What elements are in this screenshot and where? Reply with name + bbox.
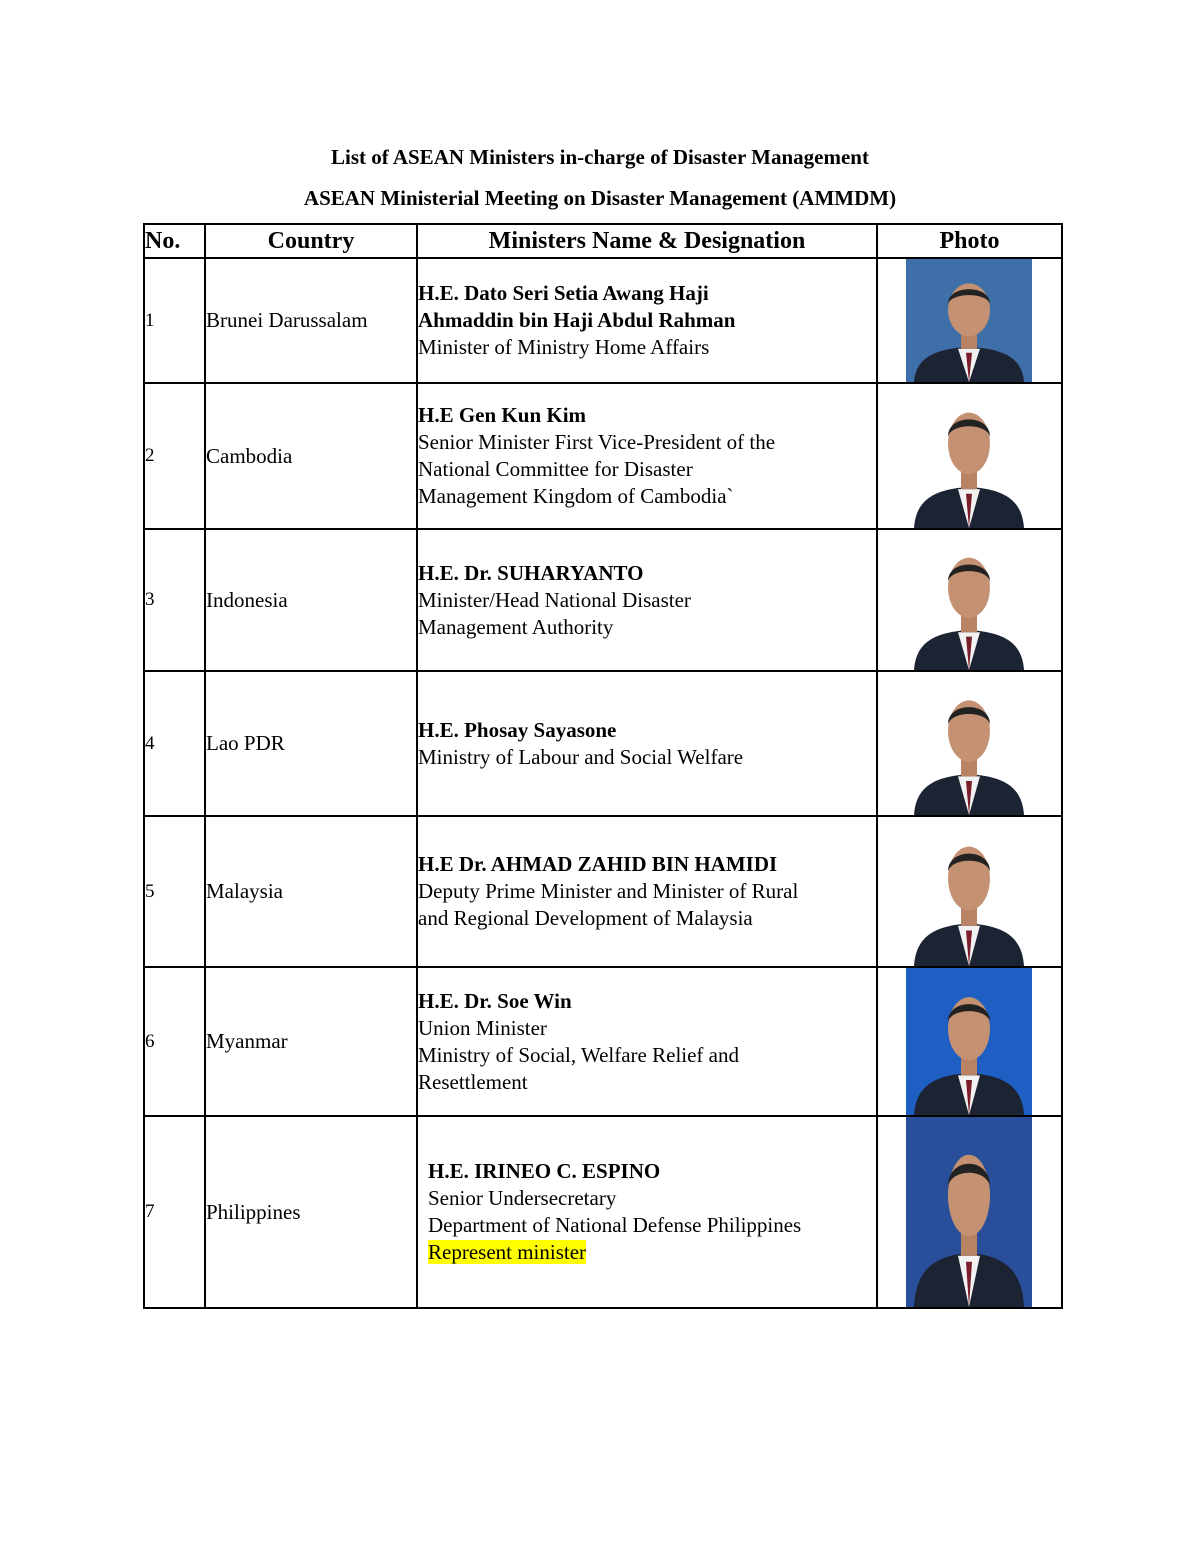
minister-portrait bbox=[906, 817, 1032, 966]
table-row bbox=[144, 529, 1062, 671]
row-country: Lao PDR bbox=[205, 671, 417, 816]
minister-name: H.E. Dato Seri Setia Awang Haji bbox=[418, 281, 709, 305]
header-minister: Ministers Name & Designation bbox=[417, 224, 877, 258]
row-country: Malaysia bbox=[205, 816, 417, 967]
minister-designation: Management Authority bbox=[418, 614, 614, 639]
row-number: 5 bbox=[144, 816, 205, 967]
minister-designation: Ministry of Social, Welfare Relief and bbox=[418, 1042, 739, 1067]
portrait-silhouette bbox=[906, 384, 1032, 528]
table-row bbox=[144, 383, 1062, 529]
minister-name: H.E Dr. AHMAD ZAHID BIN HAMIDI bbox=[418, 852, 778, 876]
row-photo bbox=[877, 671, 1062, 816]
highlighted-note: Represent minister bbox=[428, 1240, 587, 1264]
document-subtitle: ASEAN Ministerial Meeting on Disaster Management (AMMDM) bbox=[303, 186, 897, 210]
minister-portrait bbox=[906, 672, 1032, 815]
minister-designation: Union Minister bbox=[418, 1015, 547, 1040]
minister-portrait bbox=[906, 530, 1032, 670]
minister-portrait bbox=[906, 259, 1032, 382]
row-country: Myanmar bbox=[205, 967, 417, 1116]
minister-designation: Senior Minister First Vice-President of the bbox=[418, 430, 776, 454]
table-row bbox=[144, 1116, 1062, 1308]
row-photo bbox=[877, 258, 1062, 383]
header-photo: Photo bbox=[877, 224, 1062, 258]
minister-designation: National Committee for Disaster bbox=[418, 457, 693, 481]
table-row bbox=[144, 816, 1062, 967]
row-photo bbox=[877, 529, 1062, 671]
portrait-silhouette bbox=[906, 817, 1032, 966]
row-number: 4 bbox=[144, 671, 205, 816]
minister-designation: Senior Undersecretary bbox=[428, 1186, 617, 1210]
minister-designation: Ministry of Labour and Social Welfare bbox=[418, 744, 744, 769]
row-minister bbox=[417, 1116, 877, 1308]
minister-designation: Management Kingdom of Cambodia` bbox=[418, 484, 734, 508]
row-minister bbox=[417, 258, 877, 383]
minister-name: H.E. Dr. Soe Win bbox=[418, 988, 572, 1013]
table-row bbox=[144, 967, 1062, 1116]
table-header-row bbox=[144, 224, 1062, 258]
minister-note-line bbox=[428, 1239, 876, 1266]
portrait-silhouette bbox=[906, 968, 1032, 1115]
table-row bbox=[144, 671, 1062, 816]
minister-designation: and Regional Development of Malaysia bbox=[418, 906, 753, 930]
row-photo bbox=[877, 967, 1062, 1116]
minister-designation: Minister/Head National Disaster bbox=[418, 587, 691, 612]
row-photo bbox=[877, 1116, 1062, 1308]
minister-name: H.E. Phosay Sayasone bbox=[418, 717, 617, 742]
minister-name: H.E. Dr. SUHARYANTO bbox=[418, 560, 644, 585]
row-number: 3 bbox=[144, 529, 205, 671]
minister-name: H.E Gen Kun Kim bbox=[418, 403, 587, 427]
row-minister bbox=[417, 383, 877, 529]
portrait-silhouette bbox=[906, 259, 1032, 382]
row-minister bbox=[417, 967, 877, 1116]
minister-name: Ahmaddin bin Haji Abdul Rahman bbox=[418, 308, 736, 332]
row-number: 6 bbox=[144, 967, 205, 1116]
row-minister bbox=[417, 816, 877, 967]
minister-portrait bbox=[906, 1117, 1032, 1307]
row-country: Cambodia bbox=[205, 383, 417, 529]
portrait-silhouette bbox=[906, 1117, 1032, 1307]
row-country: Philippines bbox=[205, 1116, 417, 1308]
row-photo bbox=[877, 383, 1062, 529]
portrait-silhouette bbox=[906, 530, 1032, 670]
row-minister bbox=[417, 529, 877, 671]
table-row bbox=[144, 258, 1062, 383]
header-country: Country bbox=[205, 224, 417, 258]
row-number: 1 bbox=[144, 258, 205, 383]
document-title: List of ASEAN Ministers in-charge of Disaster Management bbox=[331, 145, 869, 169]
row-number: 7 bbox=[144, 1116, 205, 1308]
minister-designation: Department of National Defense Philippines bbox=[428, 1213, 802, 1237]
minister-designation: Resettlement bbox=[418, 1069, 528, 1094]
minister-portrait bbox=[906, 384, 1032, 528]
minister-designation: Minister of Ministry Home Affairs bbox=[418, 335, 710, 359]
header-no: No. bbox=[144, 224, 205, 258]
minister-designation: Deputy Prime Minister and Minister of Rural bbox=[418, 879, 799, 903]
row-number: 2 bbox=[144, 383, 205, 529]
minister-name: H.E. IRINEO C. ESPINO bbox=[428, 1159, 661, 1183]
row-minister bbox=[417, 671, 877, 816]
portrait-silhouette bbox=[906, 672, 1032, 815]
row-country: Brunei Darussalam bbox=[205, 258, 417, 383]
row-country: Indonesia bbox=[205, 529, 417, 671]
minister-portrait bbox=[906, 968, 1032, 1115]
row-photo bbox=[877, 816, 1062, 967]
ministers-table bbox=[143, 223, 1063, 1309]
